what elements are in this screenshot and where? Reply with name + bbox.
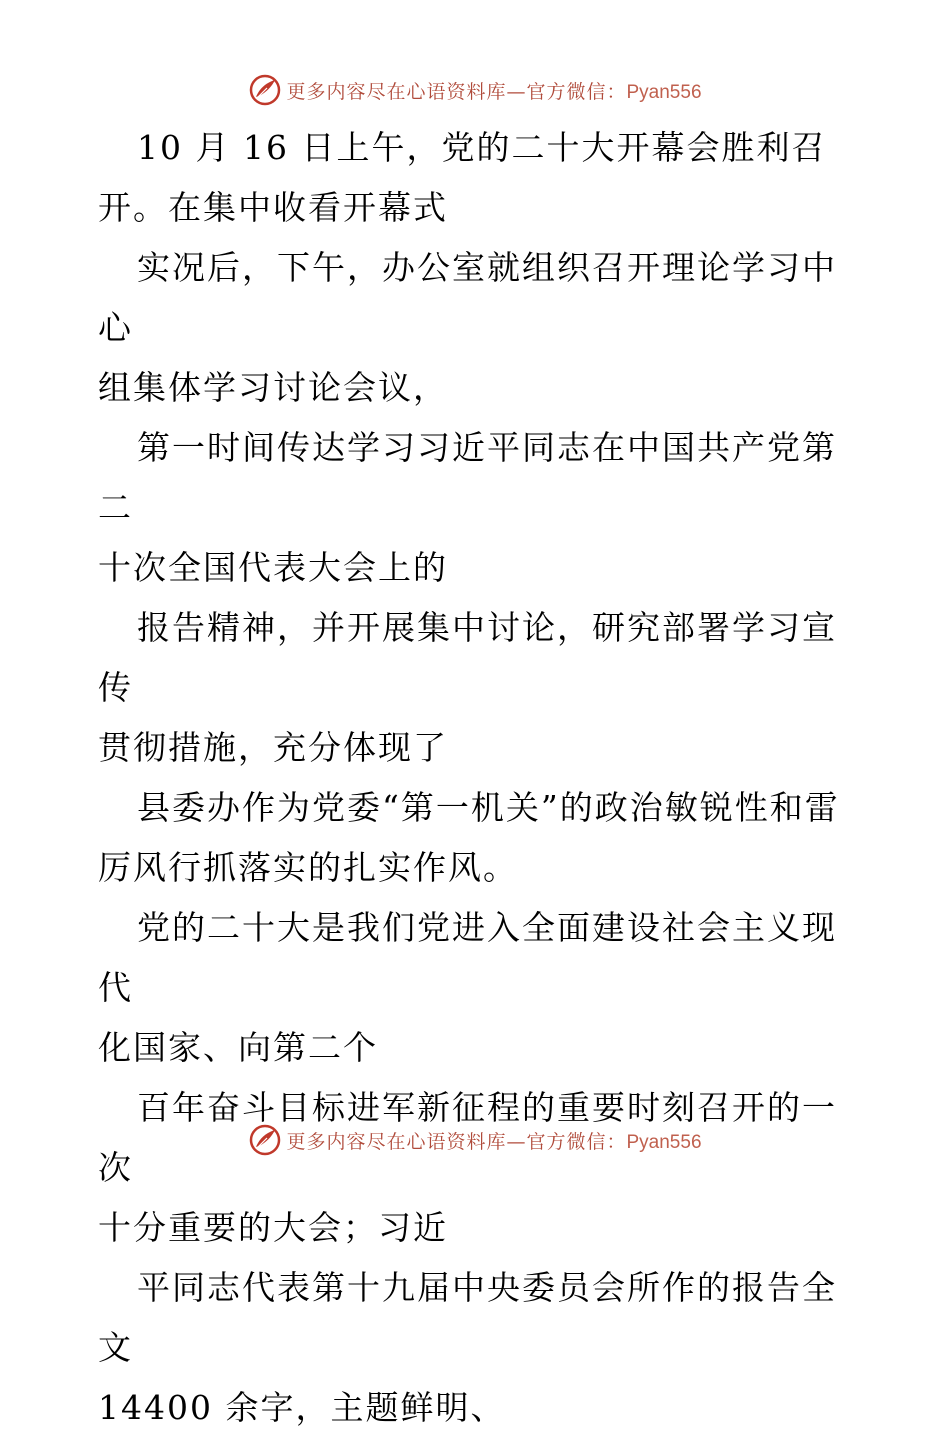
paragraph-1: 10 月 16 日上午，党的二十大开幕会胜利召 开。在集中收看开幕式 — [98, 128, 827, 227]
paragraph-5: 县委办作为党委“第一机关”的政治敏锐性和雷 厉风行抓落实的扎实作风。 — [98, 788, 840, 887]
document-body — [98, 118, 858, 1438]
wechat-id: Pyan556 — [626, 81, 702, 103]
watermark-text: 更多内容尽在心语资料库—官方微信：Pyan556 — [286, 1130, 702, 1153]
paragraph-4: 报告精神，并开展集中讨论，研究部署学习宣传 贯彻措施，充分体现了 — [98, 608, 837, 767]
page-header-watermark — [0, 70, 950, 110]
feather-pen-logo-icon — [248, 73, 282, 107]
paragraph-6: 党的二十大是我们党进入全面建设社会主义现代 化国家、向第二个 — [98, 908, 837, 1067]
paragraph-7: 百年奋斗目标进军新征程的重要时刻召开的一次 十分重要的大会；习近 — [98, 1088, 837, 1247]
feather-pen-logo-icon — [248, 1123, 282, 1157]
paragraph-2: 实况后，下午，办公室就组织召开理论学习中心 组集体学习讨论会议， — [98, 248, 837, 407]
paragraph-8: 平同志代表第十九届中央委员会所作的报告全文 14400 余字，主题鲜明、 — [98, 1268, 837, 1427]
wechat-id: Pyan556 — [626, 1131, 702, 1153]
paragraph-3: 第一时间传达学习习近平同志在中国共产党第二 十次全国代表大会上的 — [98, 428, 837, 587]
page-footer-watermark — [0, 1120, 950, 1160]
watermark-text: 更多内容尽在心语资料库—官方微信：Pyan556 — [286, 80, 702, 103]
